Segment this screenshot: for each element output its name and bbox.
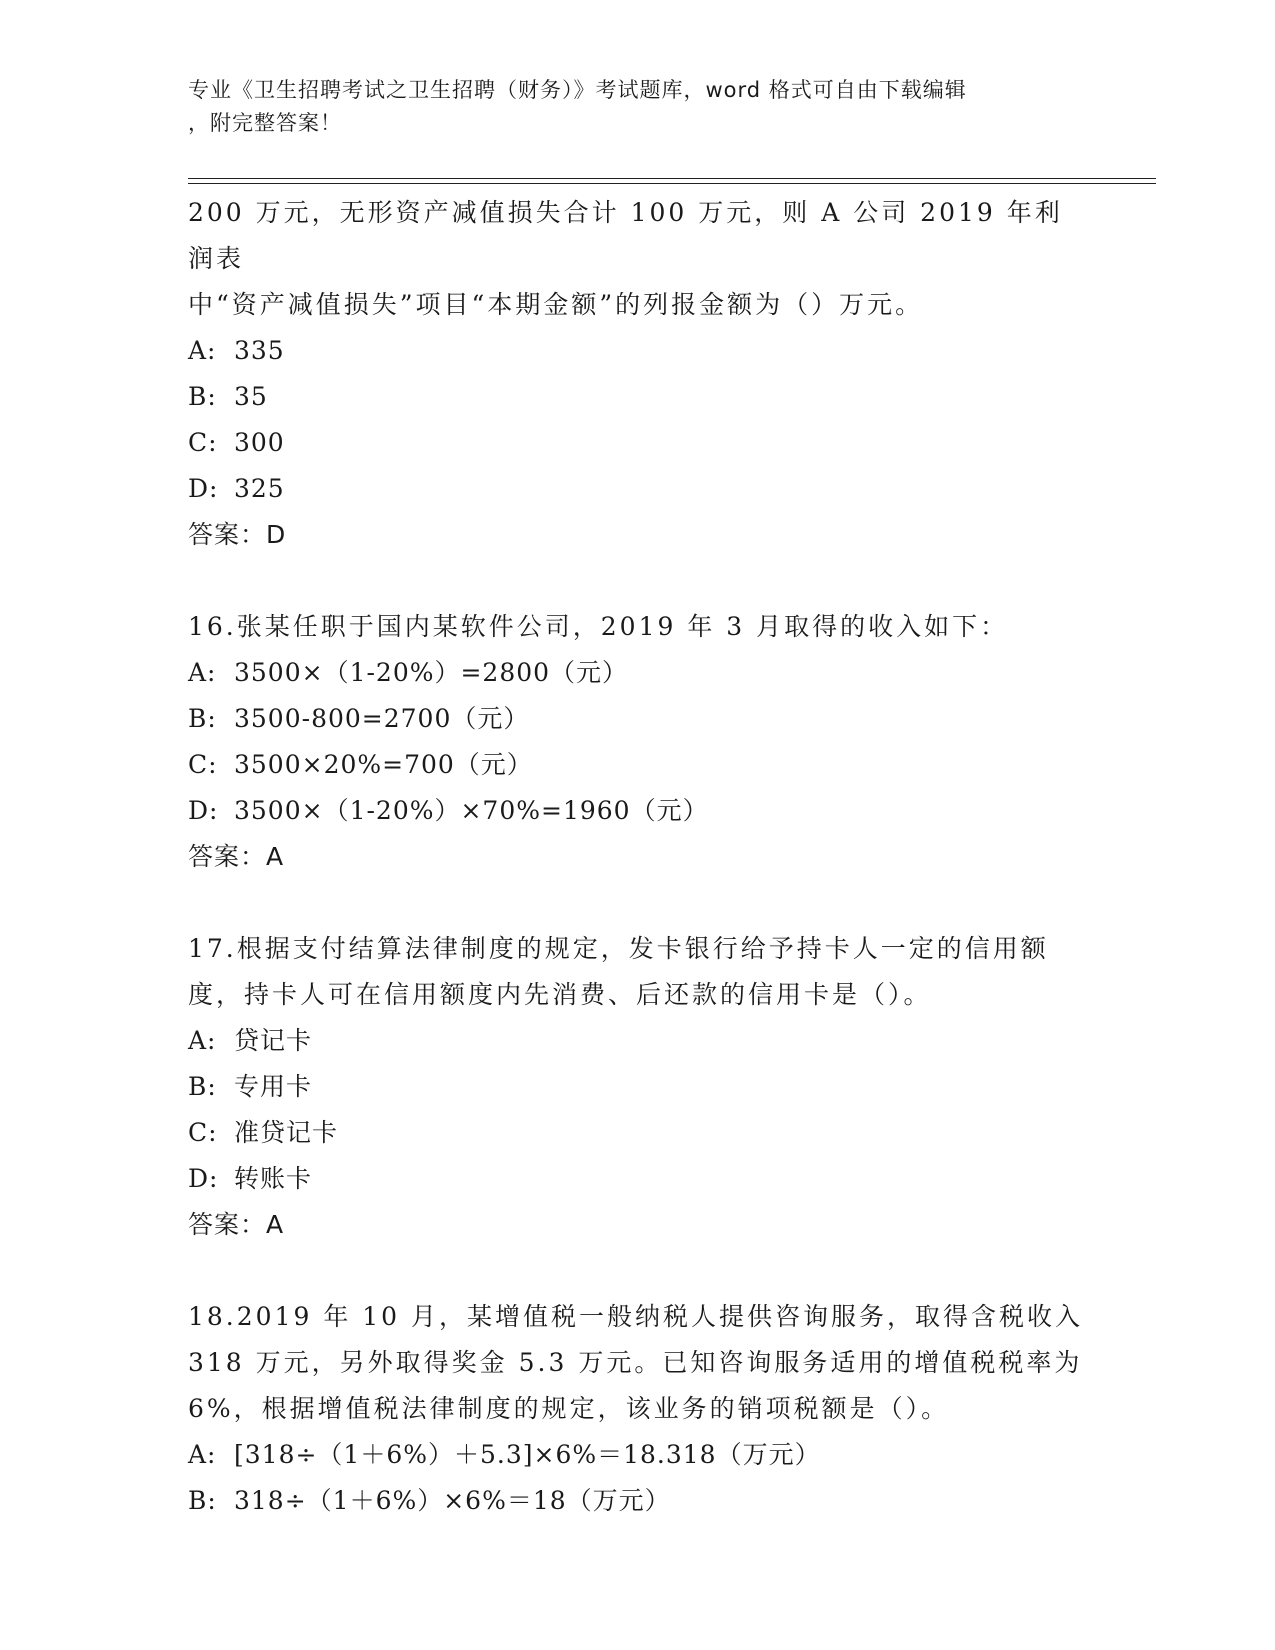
header-divider-top [188,178,1156,179]
option-value: 3500×（1-20%）×70%=1960（元） [234,796,709,825]
option-c [188,1110,1088,1156]
option-key: C: [188,428,218,457]
spacer [188,1248,1088,1294]
option-key: D: [188,796,219,825]
option-value: 贷记卡 [234,1026,313,1055]
option-b [188,374,1088,420]
question-text: 17.根据支付结算法律制度的规定，发卡银行给予持卡人一定的信用额 [188,934,1049,963]
option-value: 转账卡 [234,1164,313,1193]
option-a [188,328,1088,374]
header-divider-bottom [188,183,1156,184]
option-b [188,696,1088,742]
option-key: B: [188,1072,217,1101]
option-value: 准贷记卡 [234,1118,339,1147]
option-value: 318÷（1＋6%）×6%＝18（万元） [234,1486,671,1515]
option-d [188,466,1088,512]
option-c [188,420,1088,466]
option-a [188,1018,1088,1064]
header-line-2: ，附完整答案！ [188,111,342,135]
spacer [188,558,1088,604]
question-text: 200 万元，无形资产减值损失合计 100 万元，则 A 公司 2019 年利润表 [188,198,1063,273]
option-b [188,1478,1088,1524]
question-text: 度，持卡人可在信用额度内先消费、后还款的信用卡是（）。 [188,980,932,1009]
spacer [188,880,1088,926]
option-key: B: [188,382,217,411]
option-b [188,1064,1088,1110]
question-text: 6%，根据增值税法律制度的规定，该业务的销项税额是（）。 [188,1394,950,1423]
answer: 答案：D [188,520,287,549]
question-18 [188,1294,1088,1524]
option-key: D: [188,1164,219,1193]
answer: 答案：A [188,1210,285,1239]
question-15 [188,190,1088,558]
question-text: 16.张某任职于国内某软件公司，2019 年 3 月取得的收入如下： [188,612,1009,641]
option-key: B: [188,704,217,733]
option-key: B: [188,1486,217,1515]
option-value: 3500×（1-20%）=2800（元） [234,658,629,687]
option-value: 300 [234,428,285,457]
option-key: C: [188,750,218,779]
option-value: 3500×20%=700（元） [234,750,533,779]
header-line-1: 专业《卫生招聘考试之卫生招聘（财务）》考试题库，word 格式可自由下载编辑 [188,78,967,102]
option-value: 325 [234,474,285,503]
option-value: 335 [234,336,285,365]
option-value: 3500-800=2700（元） [234,704,530,733]
document-body [188,190,1088,1524]
option-key: A: [188,1440,217,1469]
question-text: 318 万元，另外取得奖金 5.3 万元。已知咨询服务适用的增值税税率为 [188,1348,1083,1377]
option-a [188,650,1088,696]
document-header [188,74,1068,140]
option-key: C: [188,1118,218,1147]
option-value: 35 [234,382,268,411]
option-d [188,788,1088,834]
option-key: A: [188,658,217,687]
option-key: A: [188,336,217,365]
option-key: A: [188,1026,217,1055]
question-17 [188,926,1088,1248]
option-c [188,742,1088,788]
question-text: 18.2019 年 10 月，某增值税一般纳税人提供咨询服务，取得含税收入 [188,1302,1084,1331]
option-key: D: [188,474,219,503]
answer: 答案：A [188,842,285,871]
question-16 [188,604,1088,880]
option-value: 专用卡 [234,1072,313,1101]
question-text: 中“资产减值损失”项目“本期金额”的列报金额为（）万元。 [188,290,924,319]
option-value: [318÷（1＋6%）＋5.3]×6%＝18.318（万元） [234,1440,821,1469]
option-d [188,1156,1088,1202]
option-a [188,1432,1088,1478]
